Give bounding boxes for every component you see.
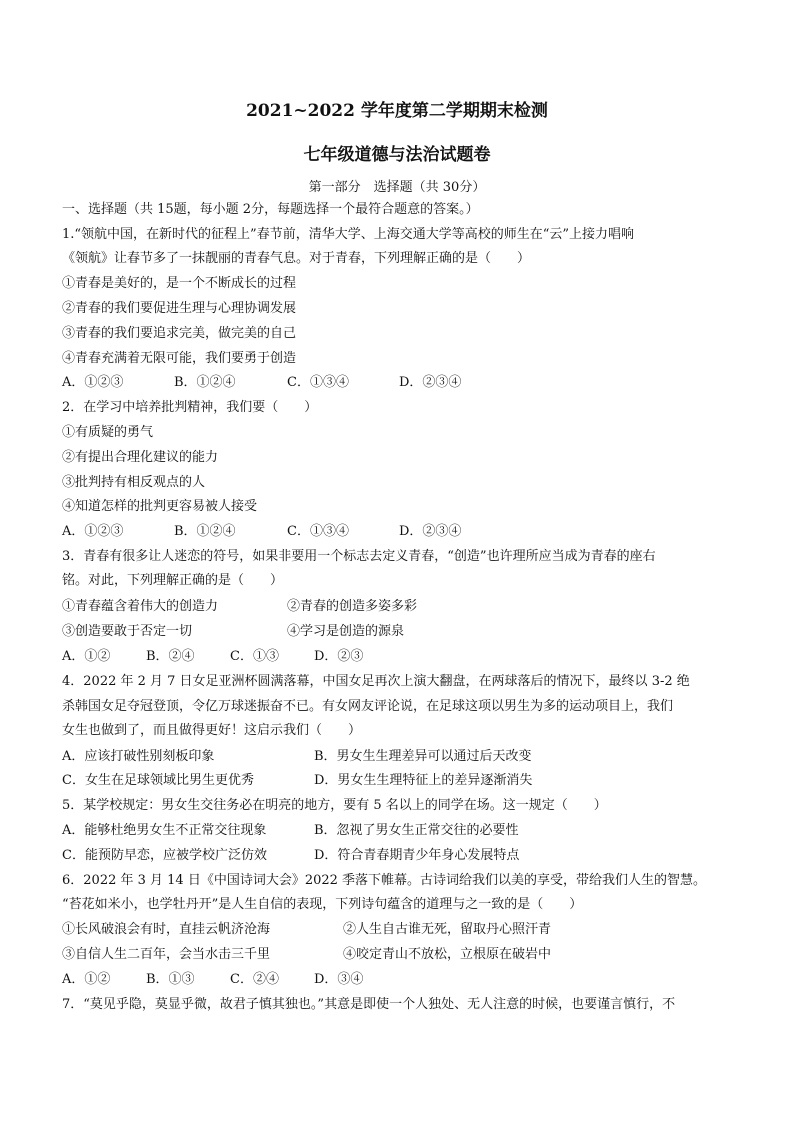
question-7-stem-line-1: 7．“莫见乎隐，莫显乎微，故君子慎其独也。”其意是即使一个人独处、无人注意的时候，也要谨言慎行，不	[62, 997, 676, 1012]
question-4-stem-line-2: 杀韩国女足夺冠登顶，令亿万球迷振奋不已。有女网友评论说，在足球这项以男生为多的运动项目上，我们	[62, 699, 674, 714]
question-6-statement-4: ④咬定青山不放松，立根原在破岩中	[343, 947, 552, 962]
question-6-stem-line-2: “苔花如米小，也学牡丹开”是人生自信的表现，下列诗句蕴含的道理与之一致的是（ ）	[62, 897, 583, 912]
question-3-statement-1: ①青春蕴含着伟大的创造力	[62, 599, 219, 614]
question-1-statement-2: ②青春的我们要促进生理与心理协调发展	[62, 301, 297, 316]
option-b: B．①②④	[174, 375, 236, 390]
option-d: D．符合青春期青少年身心发展特点	[314, 848, 520, 863]
option-a: A．①②③	[62, 524, 124, 539]
option-d: D．②③	[314, 649, 364, 664]
question-1-stem-line-1: 1.“领航中国，在新时代的征程上”春节前，清华大学、上海交通大学等高校的师生在“云”上接力唱响	[62, 227, 634, 242]
question-5-stem: 5．某学校规定：男女生交往务必在明亮的地方，要有 5 名以上的同学在场。这一规定（ ）	[62, 798, 607, 813]
question-3-stem-line-2: 铭。对此，下列理解正确的是（ ）	[62, 573, 284, 588]
question-1-statement-4: ④青春充满着无限可能，我们要勇于创造	[62, 351, 297, 366]
question-4-stem-line-3: 女生也做到了，而且做得更好！这启示我们（ ）	[62, 723, 362, 738]
question-1-statement-3: ③青春的我们要追求完美，做完美的自己	[62, 326, 297, 341]
question-2-statement-3: ③批判持有相反观点的人	[62, 475, 206, 490]
section-heading: 一、选择题（共 15题，每小题 2分，每题选择一个最符合题意的答案。）	[62, 202, 479, 217]
option-d: D．③④	[314, 972, 364, 987]
option-a: A．①②	[62, 972, 111, 987]
option-b: B．男女生生理差异可以通过后天改变	[314, 749, 532, 764]
option-c: C．能预防早恋，应被学校广泛仿效	[62, 848, 267, 863]
option-d: D．男女生生理特征上的差异逐渐消失	[314, 773, 533, 788]
question-6-statement-3: ③自信人生二百年，会当水击三千里	[62, 947, 271, 962]
option-a: A．应该打破性别刻板印象	[62, 749, 215, 764]
option-b: B．②④	[146, 649, 195, 664]
option-d: D．②③④	[399, 375, 462, 390]
question-2-statement-2: ②有提出合理化建议的能力	[62, 450, 219, 465]
option-a: A．①②	[62, 649, 111, 664]
question-3-statement-4: ④学习是创造的源泉	[287, 624, 405, 639]
option-d: D．②③④	[399, 524, 462, 539]
exam-subtitle: 七年级道德与法治试题卷	[303, 145, 491, 165]
option-b: B．忽视了男女生正常交往的必要性	[314, 823, 519, 838]
question-3-stem-line-1: 3．青春有很多让人迷恋的符号，如果非要用一个标志去定义青春，“创造”也许理所应当成为青春的座右	[62, 549, 656, 564]
question-4-stem-line-1: 4．2022 年 2 月 7 日女足亚洲杯圆满落幕，中国女足再次上演大翻盘，在两球落后的情况下，最终以 3-2 绝	[62, 674, 690, 689]
option-a: A．能够杜绝男女生不正常交往现象	[62, 823, 267, 838]
question-2-stem: 2．在学习中培养批判精神，我们要（ ）	[62, 400, 318, 415]
question-3-statement-3: ③创造要敢于否定一切	[62, 624, 193, 639]
question-3-statement-2: ②青春的创造多姿多彩	[287, 599, 418, 614]
question-6-statement-2: ②人生自古谁无死，留取丹心照汗青	[343, 922, 552, 937]
option-c: C．①③④	[287, 375, 349, 390]
part-heading: 第一部分 选择题（共 30分）	[308, 180, 486, 195]
question-2-statement-4: ④知道怎样的批判更容易被人接受	[62, 499, 258, 514]
option-b: B．①③	[146, 972, 195, 987]
option-c: C．①③④	[287, 524, 349, 539]
exam-title: 2021~2022 学年度第二学期期末检测	[246, 101, 548, 121]
option-c: C．女生在足球领域比男生更优秀	[62, 773, 254, 788]
question-2-statement-1: ①有质疑的勇气	[62, 425, 154, 440]
option-b: B．①②④	[174, 524, 236, 539]
option-c: C．①③	[230, 649, 279, 664]
question-1-statement-1: ①青春是美好的，是一个不断成长的过程	[62, 276, 297, 291]
question-1-stem-line-2: 《领航》让春节多了一抹靓丽的青春气息。对于青春，下列理解正确的是（ ）	[62, 251, 531, 266]
question-6-statement-1: ①长风破浪会有时，直挂云帆济沧海	[62, 922, 271, 937]
question-6-stem-line-1: 6．2022 年 3 月 14 日《中国诗词大会》2022 季落下帷幕。古诗词给我们以美的享受，带给我们人生的智慧。	[62, 873, 707, 888]
option-a: A．①②③	[62, 375, 124, 390]
option-c: C．②④	[230, 972, 279, 987]
